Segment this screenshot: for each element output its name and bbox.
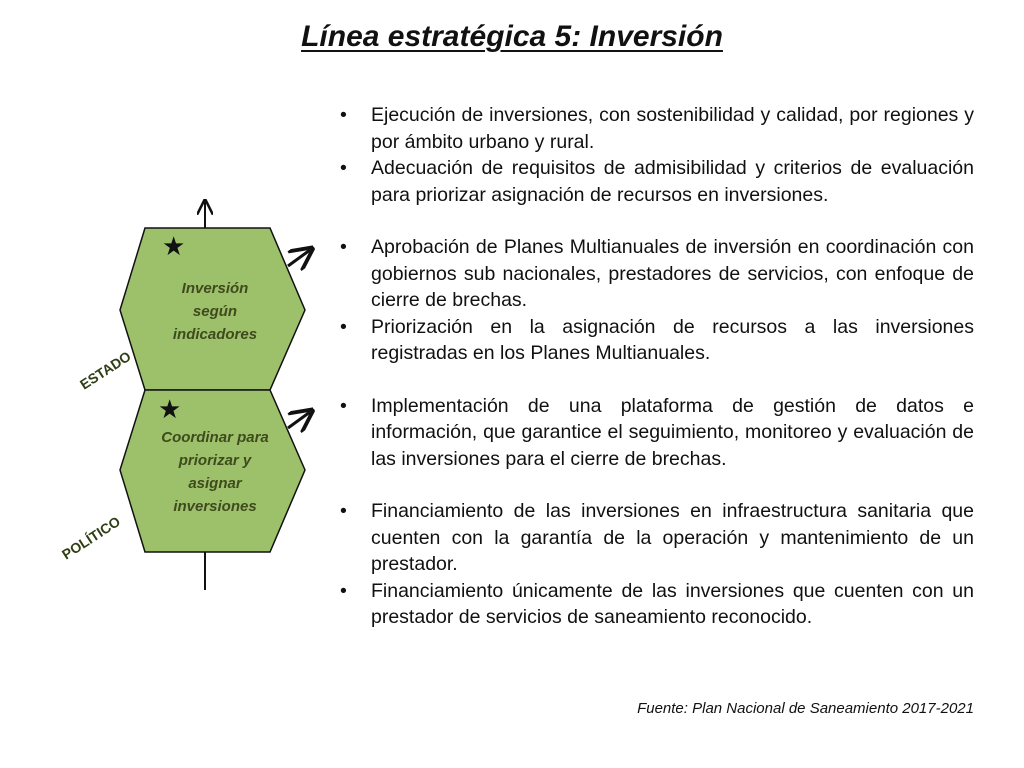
hex-top-line-3: indicadores [172,326,258,343]
bullet-dot: • [340,579,347,602]
bullet-item [340,498,974,578]
bullet-dot: • [340,104,347,126]
bullet-text: Financiamiento de las inversiones en infraestructura sanitaria que cuenten con la garantía de la operación y mantenimiento de un prestador. [371,500,974,575]
arrow-right-bottom [288,412,310,428]
bullet-text: Adecuación de requisitos de admisibilidad y criterios de evaluación para priorizar asignación de recursos en inversiones. [371,157,974,206]
bullet-dot: • [340,236,347,258]
hex-bottom-line-3: asignar [188,475,242,492]
hexagon-bottom [120,390,305,552]
bullet-text: Financiamiento únicamente de las inversiones que cuenten con un prestador de servicios de saneamiento reconocido. [371,579,974,628]
hex-bottom-line-2: priorizar y [178,452,252,469]
bullet-item [340,234,974,314]
hex-top-line-1: Inversión [181,280,249,297]
hex-bottom-line-4: inversiones [173,498,257,515]
strategy-diagram [0,0,340,768]
label-politico: POLÍTICO [58,513,124,563]
bullet-text: Aprobación de Planes Multianuales de inversión en coordinación con gobiernos sub nacionales, prestadores de servicios, con enfoque de cierre de brechas. [371,236,974,311]
bullet-text: Implementación de una plataforma de gestión de datos e información, que garantice el seguimiento, monitoreo y evaluación de las inversiones para el cierre de brechas. [371,394,974,470]
bullet-item [340,155,974,208]
bullet-list [340,102,974,631]
slide-title: Línea estratégica 5: Inversión [301,20,723,53]
hex-top-line-2: según [192,303,238,320]
bullet-text: Priorización en la asignación de recursos a las inversiones registradas en los Planes Multianuales. [371,315,974,364]
bullet-dot: • [340,315,347,338]
bullet-item [340,393,974,473]
source-note: Fuente: Plan Nacional de Saneamiento 2017-2021 [637,700,974,717]
hex-bottom-line-1: Coordinar para [161,429,269,446]
bullet-dot: • [340,394,347,417]
bullet-text: Ejecución de inversiones, con sostenibilidad y calidad, por regiones y por ámbito urbano y rural. [371,104,974,153]
arrow-right-top [288,250,310,266]
star-icon-bottom: ★ [158,395,182,425]
bullet-item [340,314,974,367]
bullet-dot: • [340,157,347,179]
star-icon-top: ★ [162,232,186,262]
bullet-dot: • [340,500,347,522]
bullet-item [340,102,974,155]
label-estado: ESTADO [76,347,134,393]
bullet-item [340,578,974,631]
